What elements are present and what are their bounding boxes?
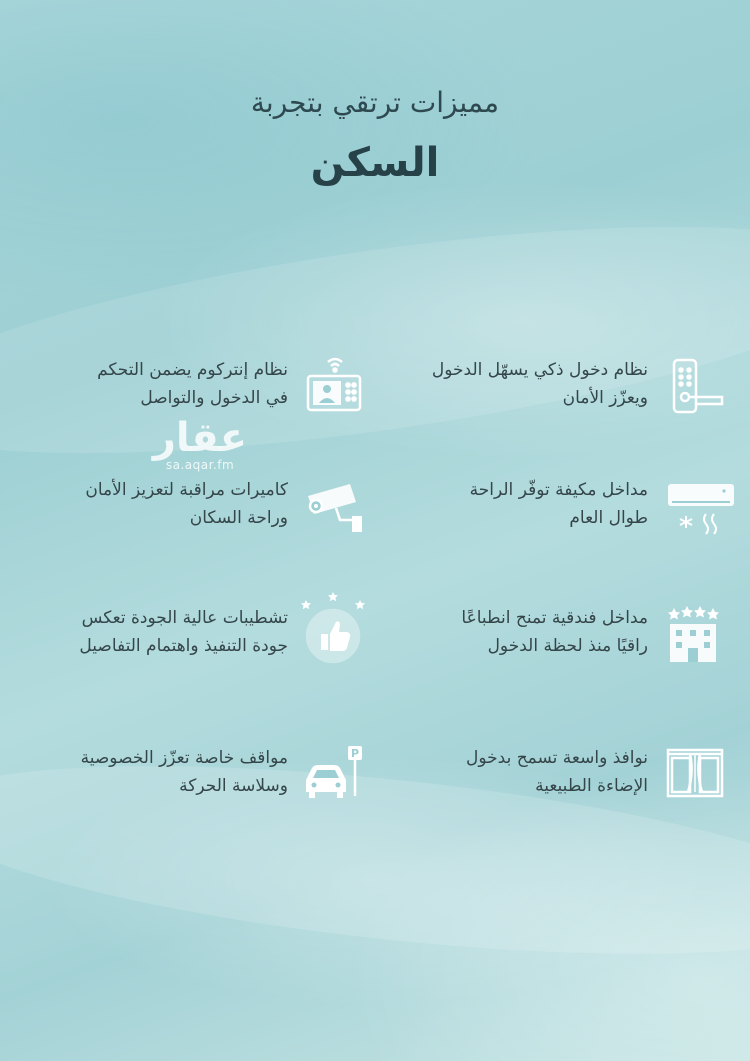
page-title: مميزات ترتقي بتجربة (250, 86, 500, 119)
feature-line2: طوال العام (569, 508, 648, 528)
smart-lock-icon (660, 352, 730, 422)
intercom-icon (300, 352, 370, 422)
feature-wide-windows (390, 740, 730, 820)
feature-line2: وسلاسة الحركة (179, 776, 288, 796)
feature-private-parking (30, 740, 370, 820)
feature-line2: راقيًا منذ لحظة الدخول (487, 636, 648, 656)
quality-thumbs-up-icon (296, 588, 370, 666)
feature-line1: تشطيبات عالية الجودة تعكس (81, 608, 288, 628)
svg-text:P: P (350, 747, 360, 760)
feature-line1: مداخل فندقية تمنح انطباعًا (461, 608, 648, 628)
feature-smart-entry (390, 352, 730, 432)
watermark-url: sa.aqar.fm (165, 458, 235, 472)
feature-line1: نوافذ واسعة تسمح بدخول (466, 748, 648, 768)
page-subtitle: السكن (310, 140, 440, 186)
feature-hotel-entrances (390, 600, 730, 680)
feature-line2: الإضاءة الطبيعية (535, 776, 648, 796)
feature-high-quality-finishes (30, 600, 370, 680)
feature-security-cameras (30, 472, 370, 552)
window-curtains-icon (660, 740, 730, 810)
feature-air-conditioning (390, 472, 730, 552)
background-swoosh (0, 181, 750, 498)
feature-line2: في الدخول والتواصل (140, 388, 288, 408)
feature-line2: وراحة السكان (189, 508, 288, 528)
feature-line1: كاميرات مراقبة لتعزيز الأمان (85, 480, 288, 500)
security-camera-icon (300, 472, 370, 542)
feature-line1: نظام دخول ذكي يسهّل الدخول (431, 360, 648, 380)
feature-line2: جودة التنفيذ واهتمام التفاصيل (79, 636, 288, 656)
hotel-building-icon (660, 600, 730, 670)
air-conditioner-icon (666, 472, 736, 542)
parking-car-icon (300, 740, 370, 810)
feature-line1: مواقف خاصة تعزّز الخصوصية (80, 748, 288, 768)
watermark-text: عقار (152, 415, 248, 461)
feature-line1: نظام إنتركوم يضمن التحكم (97, 360, 288, 380)
feature-line2: ويعزّز الأمان (562, 388, 648, 408)
watermark-logo (140, 416, 260, 472)
feature-line1: مداخل مكيفة توفّر الراحة (469, 480, 648, 500)
